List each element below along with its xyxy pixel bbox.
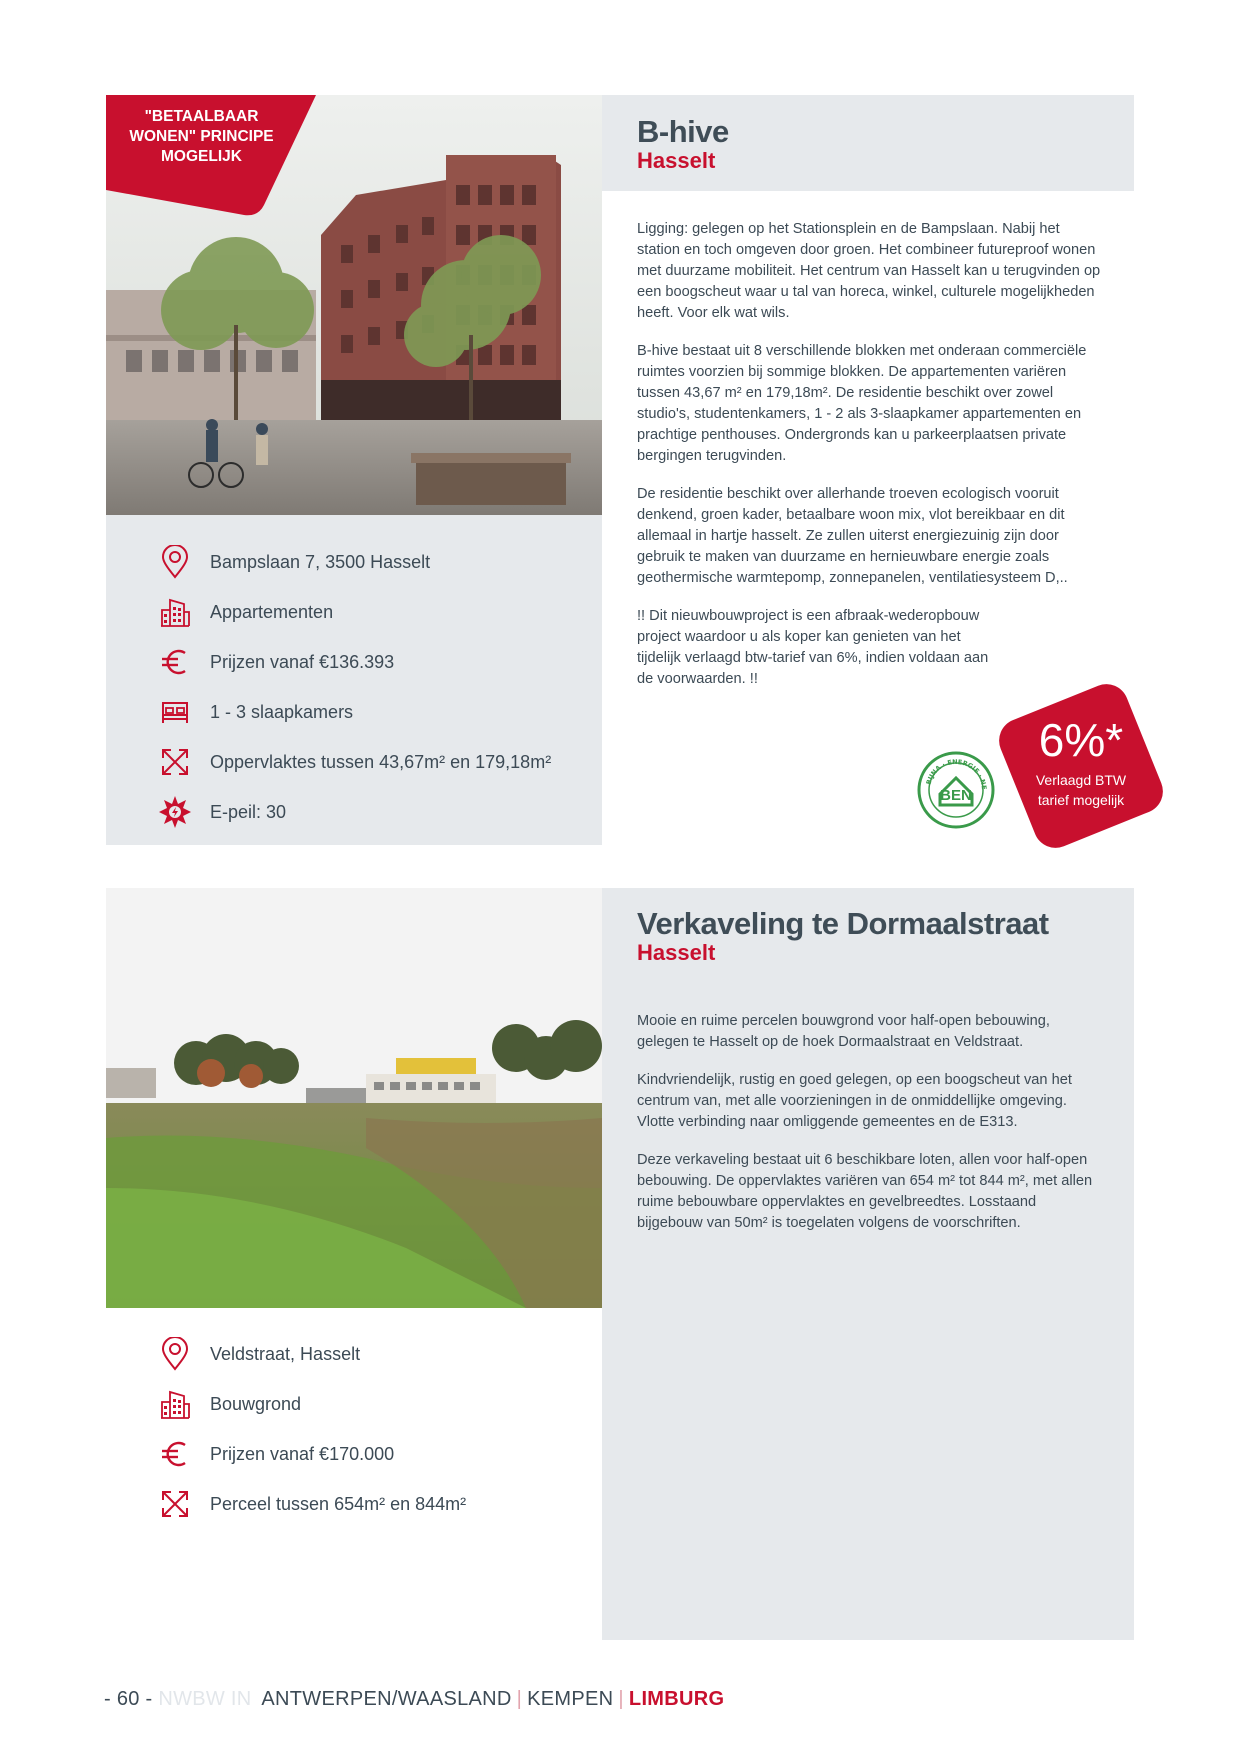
feature-item bbox=[158, 737, 551, 787]
footer-region-antwerpen: ANTWERPEN/WAASLAND bbox=[261, 1688, 512, 1710]
feature-label: Prijzen vanaf €170.000 bbox=[210, 1443, 395, 1464]
feature-label: E-peil: 30 bbox=[210, 801, 287, 822]
feature-item bbox=[158, 587, 551, 637]
feature-item bbox=[158, 1379, 466, 1429]
feature-item bbox=[158, 637, 551, 687]
description-paragraph: Deze verkaveling bestaat uit 6 beschikbare loten, allen voor half-open bebouwing. De oppervlaktes variëren van 654 m² tot 844 m², met allen ruime bebouwbare oppervlaktes en gevelbreedtes. Losstaand bijgebouw van 50m² is toegelaten volgens de voorschriften. bbox=[637, 1152, 1093, 1231]
feature-item bbox=[158, 1329, 466, 1379]
location-pin-icon bbox=[158, 545, 192, 579]
feature-label: 1 - 3 slaapkamers bbox=[210, 701, 354, 722]
feature-list bbox=[158, 1329, 466, 1529]
feature-label: Prijzen vanaf €136.393 bbox=[210, 651, 395, 672]
bed-icon bbox=[158, 695, 192, 729]
project-description bbox=[637, 1011, 1102, 1251]
footer-separator: | bbox=[516, 1688, 523, 1710]
vat-badge bbox=[993, 678, 1169, 854]
feature-label: Bouwgrond bbox=[210, 1393, 302, 1414]
feature-list bbox=[158, 537, 551, 837]
footer-brand: NWBW IN bbox=[158, 1688, 252, 1710]
vat-line-2: tarief mogelijk bbox=[1037, 792, 1125, 808]
ben-badge bbox=[916, 750, 996, 830]
feature-label: Appartementen bbox=[210, 601, 334, 622]
ribbon-text: "BETAALBAAR WONEN" PRINCIPE MOGELIJK bbox=[129, 108, 274, 165]
dormaalstraat-photo bbox=[106, 888, 602, 1308]
location-pin-icon bbox=[158, 1337, 192, 1371]
project-title: Verkaveling te Dormaalstraat bbox=[637, 906, 1049, 941]
feature-label: Veldstraat, Hasselt bbox=[210, 1343, 361, 1364]
page-footer bbox=[104, 1688, 724, 1711]
dormaalstraat-text-panel bbox=[602, 888, 1134, 1640]
description-paragraph: De residentie beschikt over allerhande troeven ecologisch vooruit denkend, groen kader, betaalbare woon mix, vlot bereikbaar en dit allemaal in hartje hasselt. Ze zullen uiterst energiezuinig zijn door gebruik te maken van duurzame en hernieuwbare energie zoals geothermische warmtepomp, zonnepanelen, ventilatiesysteem D,.. bbox=[637, 486, 1068, 586]
project-city: Hasselt bbox=[637, 148, 716, 173]
project-city: Hasselt bbox=[637, 940, 716, 965]
feature-label: Bampslaan 7, 3500 Hasselt bbox=[210, 551, 431, 572]
footer-separator: | bbox=[618, 1688, 624, 1710]
description-paragraph: !! Dit nieuwbouwproject is een afbraak-wederopbouw project waardoor u als koper kan genieten van het tijdelijk verlaagd btw-tarief van 6%, indien voldaan aan de voorwaarden. !! bbox=[637, 608, 989, 687]
project-description bbox=[637, 219, 1102, 707]
feature-item bbox=[158, 787, 551, 837]
footer-region-kempen: KEMPEN bbox=[527, 1688, 614, 1710]
building-icon bbox=[158, 1387, 192, 1421]
euro-icon bbox=[158, 1437, 192, 1471]
description-paragraph: Kindvriendelijk, rustig en goed gelegen, op een boogscheut van het centrum van, met alle voorzieningen in de onmiddellijke omgeving. Vlotte verbinding naar omliggende gemeentes en de E313. bbox=[637, 1072, 1072, 1130]
description-paragraph: B-hive bestaat uit 8 verschillende blokken met onderaan commerciële ruimtes voorzien bij sommige blokken. De appartementen variëren tussen 43,67 m² en 179,18m². De residentie beschikt over zowel studio's, studentenkamers, 1 - 2 als 3-slaapkamer appartementen en prachtige penthouses. Ondergronds kan u parkeerplaatsen private bergingen terugvinden. bbox=[637, 343, 1087, 464]
resize-arrows-icon bbox=[158, 745, 192, 779]
building-icon bbox=[158, 595, 192, 629]
euro-icon bbox=[158, 645, 192, 679]
page-number: - 60 - bbox=[104, 1688, 153, 1710]
energy-sun-icon bbox=[158, 795, 192, 829]
feature-label: Oppervlaktes tussen 43,67m² en 179,18m² bbox=[210, 751, 552, 772]
affordable-housing-ribbon bbox=[106, 95, 316, 220]
vat-percent: 6%* bbox=[1038, 714, 1124, 766]
feature-item bbox=[158, 1429, 466, 1479]
feature-label: Perceel tussen 654m² en 844m² bbox=[210, 1493, 467, 1514]
footer-region-limburg: LIMBURG bbox=[628, 1688, 725, 1710]
description-paragraph: Mooie en ruime percelen bouwgrond voor half-open bebouwing, gelegen te Hasselt op de hoek Dormaalstraat en Veldstraat. bbox=[637, 1013, 1050, 1050]
ben-label: BEN bbox=[940, 787, 972, 804]
project-title: B-hive bbox=[637, 114, 729, 149]
vat-line-1: Verlaagd BTW bbox=[1035, 772, 1127, 788]
feature-item bbox=[158, 537, 551, 587]
description-paragraph: Ligging: gelegen op het Stationsplein en de Bampslaan. Nabij het station en toch omgeven door groen. Het combineer futureproof wonen met duurzame mobiliteit. Het centrum van Hasselt kan u terugvinden op een boogscheut waar u tal van horeca, winkel, culturele mogelijkheden heeft. Voor elk wat wils. bbox=[637, 221, 1101, 321]
feature-item bbox=[158, 1479, 466, 1529]
resize-arrows-icon bbox=[158, 1487, 192, 1521]
svg-text:BIJNA · ENERGIE · NEUTRAAL: BIJNA · ENERGIE · NE bbox=[924, 757, 989, 790]
feature-item bbox=[158, 687, 551, 737]
